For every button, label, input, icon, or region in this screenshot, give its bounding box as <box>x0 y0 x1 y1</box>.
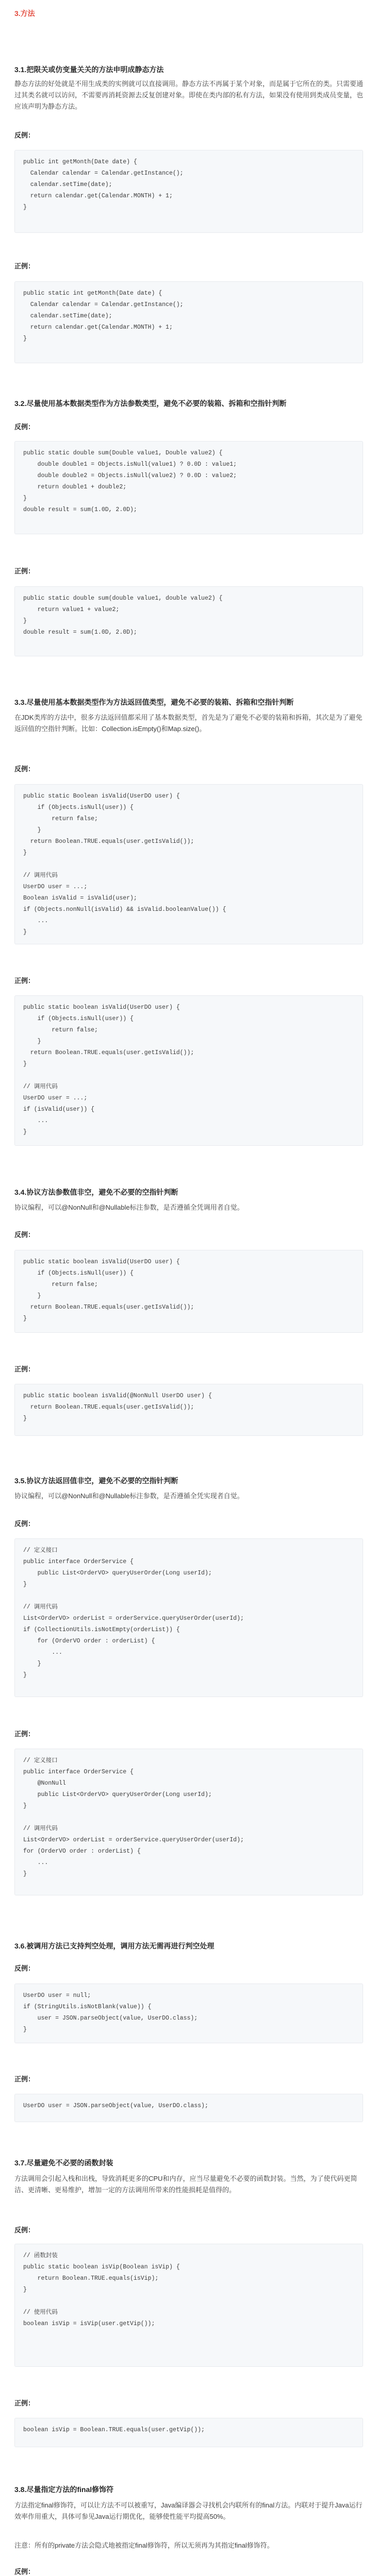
code-line: calendar.setTime(date); <box>23 181 112 188</box>
code-line: public static Boolean isValid(UserDO user) { <box>23 793 180 800</box>
code-line: } <box>23 1129 27 1136</box>
code-line <box>23 2296 354 2307</box>
example-code <box>14 1749 363 1895</box>
code-line: } <box>23 929 27 936</box>
code-line: return calendar.get(Calendar.MONTH) + 1; <box>23 324 173 331</box>
code-line: if (CollectionUtils.isNotEmpty(orderList)) { <box>23 1626 180 1633</box>
code-line: return false; <box>23 1281 98 1288</box>
code-line: public static int getMonth(Date date) { <box>23 290 162 297</box>
code-line: public static boolean isValid(UserDO user) { <box>23 1004 180 1011</box>
example-label: 正例： <box>14 567 35 575</box>
code-line: } <box>23 1038 41 1045</box>
counter-example-code <box>14 2244 363 2367</box>
section-paragraph: 协议编程，可以@NonNull和@Nullable标注参数，是否遵循全凭实现者自觉。 <box>14 1492 244 1500</box>
code-line: // 调用代码 <box>23 872 58 879</box>
section-paragraph: 在JDK类库的方法中，很多方法返回值都采用了基本数据类型，首先是为了避免不必要的装箱和拆箱，其次是为了避免返回值的空指针判断。比如：Collection.isEmpty()和Map.size()。 <box>14 714 363 733</box>
code-line: } <box>23 1315 27 1322</box>
code-line: user = JSON.parseObject(value, UserDO.class); <box>23 2015 198 2022</box>
section-heading: 3.6.被调用方法已支持判空处理，调用方法无需再进行判空处理 <box>14 1942 215 1950</box>
example-label: 正例： <box>14 2399 35 2407</box>
code-line: return Boolean.TRUE.equals(user.getIsValid()); <box>23 1304 194 1311</box>
counter-example-code <box>14 1538 363 1697</box>
counter-example-code <box>14 441 363 534</box>
section-paragraph: 方法调用会引起入栈和出栈，导致消耗更多的CPU和内存，应当尽量避免不必要的函数封装。当然，为了使代码更简洁、更清晰、更易维护，增加一定的方法调用所带来的性能损耗是值得的。 <box>14 2175 357 2194</box>
code-line: UserDO user = ...; <box>23 884 88 890</box>
code-line: return Boolean.TRUE.equals(user.getIsValid()); <box>23 1404 194 1411</box>
code-line: } <box>23 1415 27 1422</box>
code-line: return calendar.get(Calendar.MONTH) + 1; <box>23 193 173 199</box>
code-line: double result = sum(1.0D, 2.0D); <box>23 506 137 513</box>
code-line: } <box>23 618 27 624</box>
example-label: 正例： <box>14 2075 35 2083</box>
code-line: if (StringUtils.isNotBlank(value)) { <box>23 2004 152 2010</box>
example-label: 正例： <box>14 262 35 270</box>
example-code <box>14 281 363 363</box>
counter-example-label: 反例： <box>14 131 35 139</box>
section-tag: 3.方法 <box>14 9 35 18</box>
counter-example-code <box>14 150 363 233</box>
code-line: } <box>23 495 27 502</box>
section-heading: 3.1.把限关或仿变量关关的方法申明成静态方法 <box>14 65 164 74</box>
example-code <box>14 586 363 656</box>
section-heading: 3.7.尽量避免不必要的函数封装 <box>14 2159 113 2167</box>
code-line: // 定义接口 <box>23 1757 58 1764</box>
code-line: boolean isVip = Boolean.TRUE.equals(user.getVip()); <box>23 2427 205 2433</box>
code-line: public List<OrderVO> queryUserOrder(Long userId); <box>23 1570 212 1577</box>
counter-example-code <box>14 1984 363 2043</box>
code-line: Calendar calendar = Calendar.getInstance(); <box>23 170 184 177</box>
code-line: double double2 = Objects.isNull(value2) ? 0.0D : value2; <box>23 472 237 479</box>
code-line: } <box>23 1871 27 1877</box>
code-line: UserDO user = JSON.parseObject(value, UserDO.class); <box>23 2103 208 2109</box>
section-paragraph: 静态方法的好处就是不用生成类的实例就可以直接调用。静态方法不再属于某个对象，而是属于它所在的类。只需要通过其类名就可以访问，不需要再消耗资源去反复创建对象。即使在类内部的私有方法，如果没有使用到类成员变量，也应该声明为静态方法。 <box>14 80 364 110</box>
code-line: } <box>23 1672 27 1679</box>
code-line: return false; <box>23 1027 98 1033</box>
code-line: // 函数封装 <box>23 2252 58 2259</box>
code-line: public interface OrderService { <box>23 1769 134 1775</box>
code-line: return Boolean.TRUE.equals(isVip); <box>23 2275 159 2282</box>
section-heading: 3.3.尽量使用基本数据类型作为方法返回值类型，避免不必要的装箱、拆箱和空指针判断 <box>14 698 294 706</box>
example-code <box>14 2418 363 2447</box>
counter-example-code <box>14 784 363 944</box>
code-line: if (Objects.isNull(user)) { <box>23 804 134 811</box>
code-line: List<OrderVO> orderList = orderService.queryUserOrder(userId); <box>23 1615 244 1622</box>
code-line: } <box>23 850 27 856</box>
code-line <box>23 859 354 870</box>
code-line: return value1 + value2; <box>23 606 120 613</box>
code-line: } <box>23 2026 27 2033</box>
code-line: boolean isVip = isVip(user.getVip()); <box>23 2320 155 2327</box>
code-line: public List<OrderVO> queryUserOrder(Long userId); <box>23 1791 212 1798</box>
code-line: public static boolean isValid(@NonNull UserDO user) { <box>23 1393 212 1399</box>
example-label: 正例： <box>14 1730 35 1738</box>
example-code <box>14 995 363 1146</box>
code-line: double result = sum(1.0D, 2.0D); <box>23 629 137 636</box>
code-line: return Boolean.TRUE.equals(user.getIsValid()); <box>23 838 194 845</box>
code-line: if (Objects.nonNull(isValid) && isValid.booleanValue()) { <box>23 906 226 913</box>
example-code <box>14 1384 363 1436</box>
section-note: 注意：所有的private方法会隐式地被指定final修饰符，所以无须再为其指定final修饰符。 <box>14 2541 274 2549</box>
section-heading: 3.5.协议方法返回值非空，避免不必要的空指针判断 <box>14 1477 178 1485</box>
code-line: public static boolean isVip(Boolean isVip) { <box>23 2264 180 2270</box>
code-line: } <box>23 1581 27 1588</box>
code-line: @NonNull <box>23 1780 66 1787</box>
section-paragraph: 方法指定final修饰符，可以让方法不可以被重写，Java编译器会寻找机会内联所有的final方法。内联对于提升Java运行效率作用重大，具体可参见Java运行期优化，能够使性能平均提高50%。 <box>14 2501 363 2520</box>
code-line: return false; <box>23 816 98 822</box>
counter-example-label: 反例： <box>14 1964 35 1972</box>
code-line: // 调用代码 <box>23 1604 58 1611</box>
code-line: ... <box>23 1649 62 1656</box>
section-heading: 3.8.尽量指定方法的final修饰符 <box>14 2485 114 2494</box>
code-line: } <box>23 1803 27 1809</box>
code-line: Boolean isValid = isValid(user); <box>23 895 137 902</box>
code-line: ... <box>23 1859 48 1866</box>
code-line: } <box>23 335 27 342</box>
code-line: return double1 + double2; <box>23 484 127 490</box>
code-line: } <box>23 2286 27 2293</box>
section-heading: 3.4.协议方法参数值非空，避免不必要的空指针判断 <box>14 1188 178 1196</box>
example-code <box>14 2094 363 2122</box>
code-line: calendar.setTime(date); <box>23 313 112 319</box>
example-label: 正例： <box>14 977 35 985</box>
code-line: } <box>23 204 27 211</box>
code-line: if (Objects.isNull(user)) { <box>23 1015 134 1022</box>
code-line: public static double sum(Double value1, Double value2) { <box>23 450 223 456</box>
code-line: public static double sum(double value1, double value2) { <box>23 595 223 602</box>
counter-example-label: 反例： <box>14 423 35 431</box>
counter-example-label: 反例： <box>14 765 35 773</box>
section-paragraph: 协议编程，可以@NonNull和@Nullable标注参数，是否遵循全凭调用者自觉。 <box>14 1204 244 1211</box>
code-line: if (isValid(user)) { <box>23 1106 95 1113</box>
code-line: // 调用代码 <box>23 1825 58 1832</box>
section-heading: 3.2.尽量使用基本数据类型作为方法参数类型，避免不必要的装箱、拆箱和空指针判断 <box>14 399 287 408</box>
counter-example-label: 反例： <box>14 2568 35 2575</box>
counter-example-label: 反例： <box>14 2226 35 2234</box>
code-line: public int getMonth(Date date) { <box>23 159 137 165</box>
code-line <box>23 1812 354 1823</box>
counter-example-label: 反例： <box>14 1231 35 1239</box>
code-line: } <box>23 1660 41 1667</box>
code-line: UserDO user = ...; <box>23 1095 88 1101</box>
counter-example-code <box>14 1250 363 1333</box>
code-line <box>23 1590 354 1602</box>
code-line: for (OrderVO order : orderList) { <box>23 1848 141 1855</box>
code-line: ... <box>23 918 48 924</box>
code-line: public interface OrderService { <box>23 1558 134 1565</box>
code-line: return Boolean.TRUE.equals(user.getIsValid()); <box>23 1049 194 1056</box>
code-line: public static boolean isValid(UserDO user) { <box>23 1259 180 1265</box>
code-line: double double1 = Objects.isNull(value1) ? 0.0D : value1; <box>23 461 237 468</box>
example-label: 正例： <box>14 1365 35 1373</box>
code-line <box>23 1070 354 1081</box>
code-line: } <box>23 1293 41 1299</box>
code-line: // 定义接口 <box>23 1547 58 1554</box>
code-line: // 使用代码 <box>23 2309 58 2316</box>
code-line: // 调用代码 <box>23 1083 58 1090</box>
code-line: for (OrderVO order : orderList) { <box>23 1638 155 1645</box>
code-line: } <box>23 1061 27 1067</box>
code-line: List<OrderVO> orderList = orderService.queryUserOrder(userId); <box>23 1837 244 1843</box>
code-line: Calendar calendar = Calendar.getInstance(); <box>23 301 184 308</box>
code-line: } <box>23 827 41 834</box>
counter-example-label: 反例： <box>14 1520 35 1528</box>
code-line: ... <box>23 1117 48 1124</box>
code-line: UserDO user = null; <box>23 1992 91 1999</box>
code-line: if (Objects.isNull(user)) { <box>23 1270 134 1277</box>
